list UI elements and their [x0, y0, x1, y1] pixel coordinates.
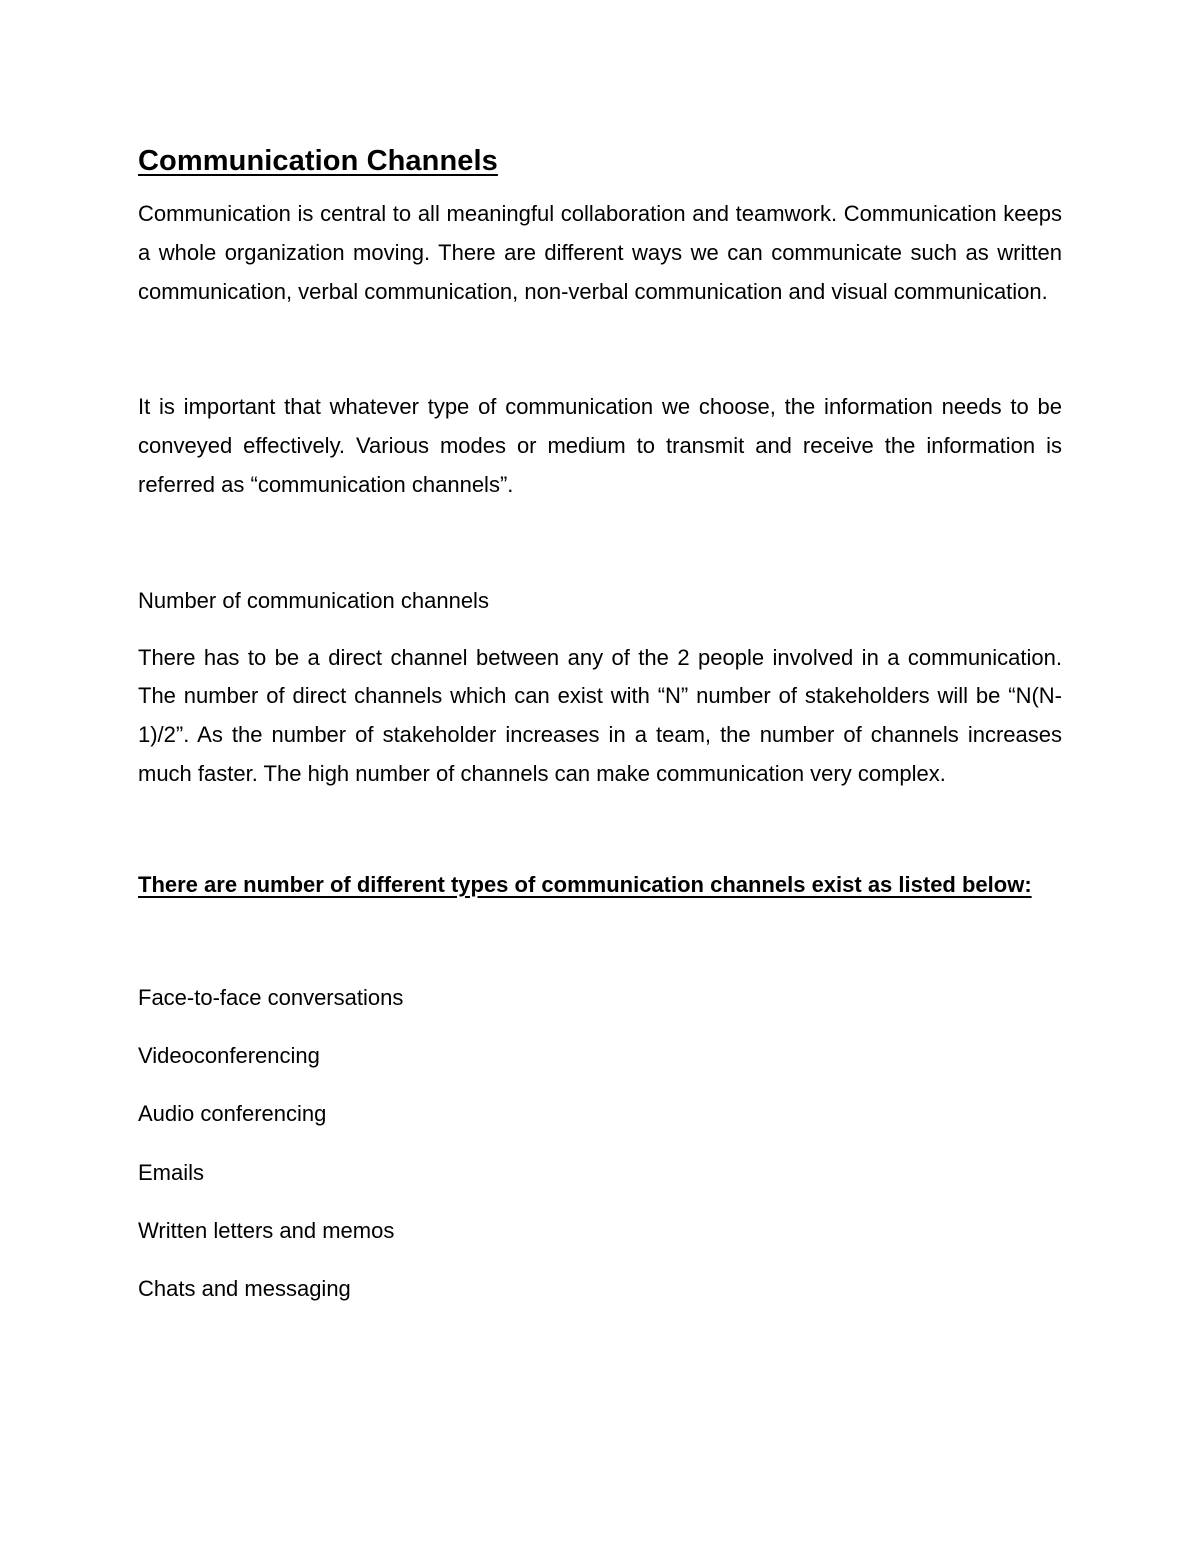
importance-paragraph: It is important that whatever type of communication we choose, the information needs to be conveyed effectively. Various modes or medium to transmit and receive the information is referred as “communication channels”.: [138, 394, 1062, 497]
page-title: Communication Channels: [138, 145, 498, 177]
list-item: Videoconferencing: [138, 1043, 320, 1069]
list-item: Audio conferencing: [138, 1101, 327, 1127]
section-subheading: Number of communication channels: [138, 587, 489, 613]
channel-count-paragraph: There has to be a direct channel between any of the 2 people involved in a communication. The number of direct channels which can exist with “N” number of stakeholders will be “N(N-1)/2”. As the number of stakeholder increases in a team, the number of channels increases much faster. The high number of channels can make communication very complex.: [138, 644, 1062, 786]
list-item: Written letters and memos: [138, 1217, 395, 1243]
list-heading: There are number of different types of communication channels exist as listed below:: [138, 871, 1032, 897]
intro-paragraph: Communication is central to all meaningful collaboration and teamwork. Communication keeps a whole organization moving. There are different ways we can communicate such as written communication, verbal communication, non-verbal communication and visual communication.: [138, 201, 1062, 304]
channel-types-list: [138, 969, 1062, 1319]
document-body: [138, 140, 1062, 1319]
list-item: Chats and messaging: [138, 1276, 351, 1302]
list-item: Face-to-face conversations: [138, 984, 404, 1010]
list-item: Emails: [138, 1159, 205, 1185]
